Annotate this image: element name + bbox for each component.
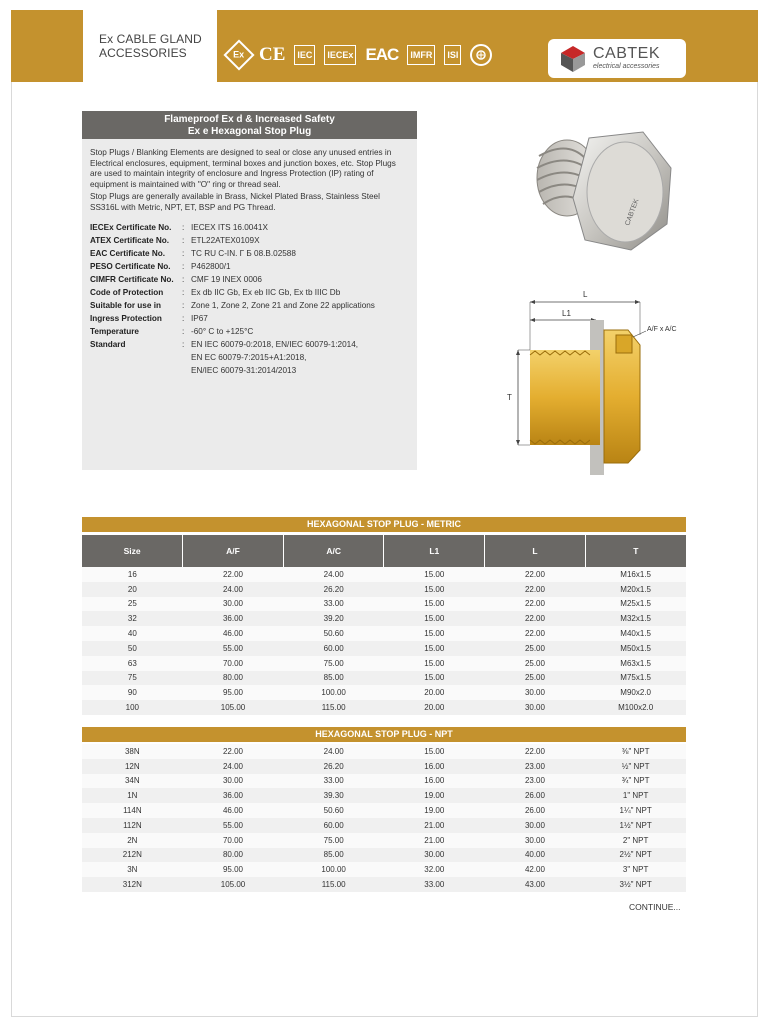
table-row: [82, 597, 686, 612]
table-cell: 23.00: [485, 759, 586, 774]
table-cell: M63x1.5: [585, 656, 686, 671]
table-cell: 24.00: [183, 759, 284, 774]
table-cell: M100x2.0: [585, 700, 686, 715]
table-cell: 21.00: [384, 818, 485, 833]
table-cell: 85.00: [283, 671, 384, 686]
table-cell: M20x1.5: [585, 582, 686, 597]
table-cell: 30.00: [384, 848, 485, 863]
dimension-diagram: [500, 285, 700, 475]
spec-colon: :: [182, 327, 185, 336]
table-cell: M90x2.0: [585, 685, 686, 700]
table-cell: 36.00: [183, 611, 284, 626]
spec-value: -60° C to +125°C: [191, 327, 254, 336]
spec-value: P462800/1: [191, 262, 231, 271]
table-row: [82, 626, 686, 641]
table-cell: 39.20: [283, 611, 384, 626]
spec-value: EN/IEC 60079-31:2014/2013: [191, 366, 297, 375]
table-cell: 112N: [82, 818, 183, 833]
metric-table-title: HEXAGONAL STOP PLUG - METRIC: [82, 517, 686, 532]
product-info-box: [82, 139, 417, 470]
spec-row-continued: [90, 364, 409, 377]
table-cell: 75.00: [283, 656, 384, 671]
column-header: L: [485, 535, 586, 567]
table-cell: 15.00: [384, 597, 485, 612]
table-cell: M75x1.5: [585, 671, 686, 686]
spec-colon: :: [182, 340, 185, 349]
table-cell: 75.00: [283, 833, 384, 848]
npt-table-title: HEXAGONAL STOP PLUG - NPT: [82, 727, 686, 742]
table-cell: 15.00: [384, 611, 485, 626]
section-title-line1: Ex CABLE GLAND: [99, 32, 202, 46]
eac-mark-icon: EAC: [365, 45, 399, 64]
table-cell: 30.00: [183, 597, 284, 612]
table-cell: 22.00: [485, 582, 586, 597]
table-cell: M16x1.5: [585, 567, 686, 582]
product-title: [82, 111, 417, 139]
spec-row: [90, 247, 409, 260]
spec-row: [90, 312, 409, 325]
label-af-ac: A/F x A/C: [647, 326, 677, 333]
column-header: T: [585, 535, 686, 567]
spec-colon: :: [182, 301, 185, 310]
description-paragraph-1: Stop Plugs / Blanking Elements are designed to seal or close any unused entries in Electrical enclosures, equipment, terminal boxes and junction boxes, etc. Stop Plugs are used to maintain integrity of enclosure and Ingress Protection (IP) rating of equipment is maintained with "O" ring or thread seal.: [90, 148, 396, 189]
table-cell: 43.00: [485, 877, 586, 892]
rohs-mark-icon: [470, 44, 492, 66]
spec-row: [90, 234, 409, 247]
table-row: [82, 848, 686, 863]
section-title-box: [83, 10, 217, 82]
table-cell: 3½" NPT: [585, 877, 686, 892]
table-cell: 3N: [82, 862, 183, 877]
table-cell: 40.00: [485, 848, 586, 863]
table-cell: 3" NPT: [585, 862, 686, 877]
table-cell: 50: [82, 641, 183, 656]
table-cell: 115.00: [283, 877, 384, 892]
spec-colon: :: [182, 262, 185, 271]
spec-colon: :: [182, 314, 185, 323]
continue-label: CONTINUE...: [629, 902, 681, 912]
table-cell: 20: [82, 582, 183, 597]
spec-value: ТС RU C-IN. Г Б 08.В.02588: [191, 249, 296, 258]
table-row: [82, 818, 686, 833]
table-cell: ⅜" NPT: [585, 744, 686, 759]
spec-key: Standard: [90, 340, 126, 349]
section-title-line2: ACCESSORIES: [99, 46, 187, 60]
imfr-logo-icon: IMFR: [407, 45, 435, 65]
npt-table: [82, 744, 686, 892]
table-cell: 46.00: [183, 626, 284, 641]
table-cell: 26.00: [485, 788, 586, 803]
table-cell: 22.00: [183, 744, 284, 759]
spec-key: IECEx Certificate No.: [90, 223, 172, 232]
table-cell: 1½" NPT: [585, 818, 686, 833]
table-cell: 24.00: [183, 582, 284, 597]
table-row: [82, 759, 686, 774]
table-row: [82, 582, 686, 597]
table-cell: 16.00: [384, 759, 485, 774]
table-cell: 105.00: [183, 700, 284, 715]
table-row: [82, 656, 686, 671]
spec-key: ATEX Certificate No.: [90, 236, 170, 245]
table-cell: 22.00: [485, 611, 586, 626]
table-cell: 60.00: [283, 641, 384, 656]
table-cell: 15.00: [384, 656, 485, 671]
table-cell: 36.00: [183, 788, 284, 803]
table-cell: 22.00: [485, 597, 586, 612]
table-row: [82, 611, 686, 626]
label-L1: L1: [562, 309, 571, 318]
table-cell: 30.00: [485, 818, 586, 833]
spec-colon: :: [182, 249, 185, 258]
table-row: [82, 774, 686, 789]
spec-row: [90, 299, 409, 312]
table-cell: M50x1.5: [585, 641, 686, 656]
table-cell: 1" NPT: [585, 788, 686, 803]
table-cell: ½" NPT: [585, 759, 686, 774]
cabtek-hexagon-icon: [560, 45, 586, 73]
column-header: A/F: [183, 535, 284, 567]
table-cell: 33.00: [384, 877, 485, 892]
table-cell: 32.00: [384, 862, 485, 877]
spec-colon: :: [182, 236, 185, 245]
table-cell: 114N: [82, 803, 183, 818]
column-header: Size: [82, 535, 183, 567]
stop-plug-product-image: [525, 128, 673, 252]
table-cell: ¾" NPT: [585, 774, 686, 789]
table-cell: 95.00: [183, 685, 284, 700]
table-cell: 26.20: [283, 759, 384, 774]
table-cell: 100.00: [283, 685, 384, 700]
table-row: [82, 877, 686, 892]
spec-row: [90, 338, 409, 351]
table-cell: 15.00: [384, 567, 485, 582]
spec-row-continued: [90, 351, 409, 364]
table-cell: 22.00: [485, 626, 586, 641]
table-cell: 30.00: [485, 700, 586, 715]
table-cell: 100: [82, 700, 183, 715]
table-cell: 26.00: [485, 803, 586, 818]
table-cell: M25x1.5: [585, 597, 686, 612]
table-cell: 63: [82, 656, 183, 671]
spec-key: EAC Certificate No.: [90, 249, 166, 258]
spec-value: IECEX ITS 16.0041X: [191, 223, 268, 232]
spec-key: Temperature: [90, 327, 139, 336]
description-paragraph-2: Stop Plugs are generally available in Brass, Nickel Plated Brass, Stainless Steel SS316L with Metric, NPT, ET, BSP and PG Thread.: [90, 192, 380, 212]
table-cell: 115.00: [283, 700, 384, 715]
table-cell: 15.00: [384, 626, 485, 641]
table-cell: 42.00: [485, 862, 586, 877]
spec-colon: :: [182, 288, 185, 297]
spec-key: Suitable for use in: [90, 301, 161, 310]
table-cell: 19.00: [384, 788, 485, 803]
table-cell: 80.00: [183, 848, 284, 863]
table-cell: 50.60: [283, 803, 384, 818]
table-cell: 55.00: [183, 818, 284, 833]
spec-row: [90, 221, 409, 234]
table-cell: 2N: [82, 833, 183, 848]
spec-key: CIMFR Certificate No.: [90, 275, 174, 284]
table-cell: M32x1.5: [585, 611, 686, 626]
table-cell: 80.00: [183, 671, 284, 686]
ex-mark-icon: Ex: [223, 39, 254, 70]
table-row: [82, 671, 686, 686]
table-cell: 1N: [82, 788, 183, 803]
table-cell: 2½" NPT: [585, 848, 686, 863]
table-cell: 1¼" NPT: [585, 803, 686, 818]
label-T: T: [507, 393, 512, 402]
iec-logo-icon: IEC: [294, 45, 315, 65]
spec-value: EN IEC 60079-0:2018, EN/IEC 60079-1:2014,: [191, 340, 359, 349]
spec-list: [90, 221, 409, 377]
table-cell: 19.00: [384, 803, 485, 818]
table-cell: 100.00: [283, 862, 384, 877]
spec-value: EN EC 60079-7:2015+A1:2018,: [191, 353, 307, 362]
spec-colon: :: [182, 223, 185, 232]
table-cell: 23.00: [485, 774, 586, 789]
table-cell: 25.00: [485, 656, 586, 671]
table-cell: 40: [82, 626, 183, 641]
spec-key: PESO Certificate No.: [90, 262, 171, 271]
spec-value: ETL22ATEX0109X: [191, 236, 260, 245]
table-cell: M40x1.5: [585, 626, 686, 641]
table-row: [82, 685, 686, 700]
column-header: L1: [384, 535, 485, 567]
table-row: [82, 700, 686, 715]
logo-name: CABTEK: [593, 45, 661, 62]
table-cell: 55.00: [183, 641, 284, 656]
table-row: [82, 803, 686, 818]
table-cell: 26.20: [283, 582, 384, 597]
table-cell: 50.60: [283, 626, 384, 641]
table-cell: 16: [82, 567, 183, 582]
table-cell: 105.00: [183, 877, 284, 892]
table-cell: 2" NPT: [585, 833, 686, 848]
table-cell: 16.00: [384, 774, 485, 789]
table-row: [82, 567, 686, 582]
table-cell: 90: [82, 685, 183, 700]
logo-tagline: electrical accessories: [593, 63, 660, 70]
label-L: L: [583, 290, 588, 299]
table-row: [82, 641, 686, 656]
table-cell: 15.00: [384, 582, 485, 597]
table-cell: 75: [82, 671, 183, 686]
table-cell: 25: [82, 597, 183, 612]
table-row: [82, 862, 686, 877]
table-cell: 212N: [82, 848, 183, 863]
product-title-line1: Flameproof Ex d & Increased Safety: [164, 114, 335, 125]
table-cell: 70.00: [183, 656, 284, 671]
table-cell: 20.00: [384, 700, 485, 715]
table-row: [82, 833, 686, 848]
isi-mark-icon: ISI: [444, 45, 461, 65]
table-row: [82, 744, 686, 759]
table-cell: 22.00: [485, 744, 586, 759]
table-cell: 30.00: [183, 774, 284, 789]
table-cell: 34N: [82, 774, 183, 789]
spec-colon: :: [182, 275, 185, 284]
metric-table: [82, 535, 686, 715]
table-cell: 25.00: [485, 671, 586, 686]
table-cell: 22.00: [485, 567, 586, 582]
product-engraving: CABTEK: [624, 197, 641, 227]
spec-value: Ex db IIC Gb, Ex eb IIC Gb, Ex tb IIIC Db: [191, 288, 341, 297]
table-cell: 95.00: [183, 862, 284, 877]
iecex-logo-icon: IECEx: [324, 45, 356, 65]
table-cell: 38N: [82, 744, 183, 759]
spec-value: CMF 19 INEX 0006: [191, 275, 262, 284]
column-header: A/C: [283, 535, 384, 567]
table-cell: 32: [82, 611, 183, 626]
cabtek-logo: [548, 39, 686, 78]
ce-mark-icon: CE: [259, 44, 286, 65]
table-cell: 30.00: [485, 833, 586, 848]
table-cell: 85.00: [283, 848, 384, 863]
spec-row: [90, 260, 409, 273]
table-cell: 12N: [82, 759, 183, 774]
table-cell: 24.00: [283, 744, 384, 759]
table-cell: 15.00: [384, 744, 485, 759]
spec-value: IP67: [191, 314, 208, 323]
table-cell: 15.00: [384, 671, 485, 686]
spec-row: [90, 286, 409, 299]
table-cell: 24.00: [283, 567, 384, 582]
table-cell: 15.00: [384, 641, 485, 656]
product-title-line2: Ex e Hexagonal Stop Plug: [187, 126, 312, 137]
table-cell: 22.00: [183, 567, 284, 582]
table-cell: 25.00: [485, 641, 586, 656]
table-cell: 30.00: [485, 685, 586, 700]
spec-key: Ingress Protection: [90, 314, 162, 323]
table-cell: 46.00: [183, 803, 284, 818]
table-cell: 60.00: [283, 818, 384, 833]
table-cell: 312N: [82, 877, 183, 892]
table-cell: 70.00: [183, 833, 284, 848]
table-cell: 33.00: [283, 774, 384, 789]
table-cell: 21.00: [384, 833, 485, 848]
table-cell: 39.30: [283, 788, 384, 803]
spec-row: [90, 273, 409, 286]
table-cell: 33.00: [283, 597, 384, 612]
spec-value: Zone 1, Zone 2, Zone 21 and Zone 22 applications: [191, 301, 375, 310]
table-cell: 20.00: [384, 685, 485, 700]
spec-key: Code of Protection: [90, 288, 164, 297]
certification-logos: [228, 44, 492, 66]
table-row: [82, 788, 686, 803]
spec-row: [90, 325, 409, 338]
